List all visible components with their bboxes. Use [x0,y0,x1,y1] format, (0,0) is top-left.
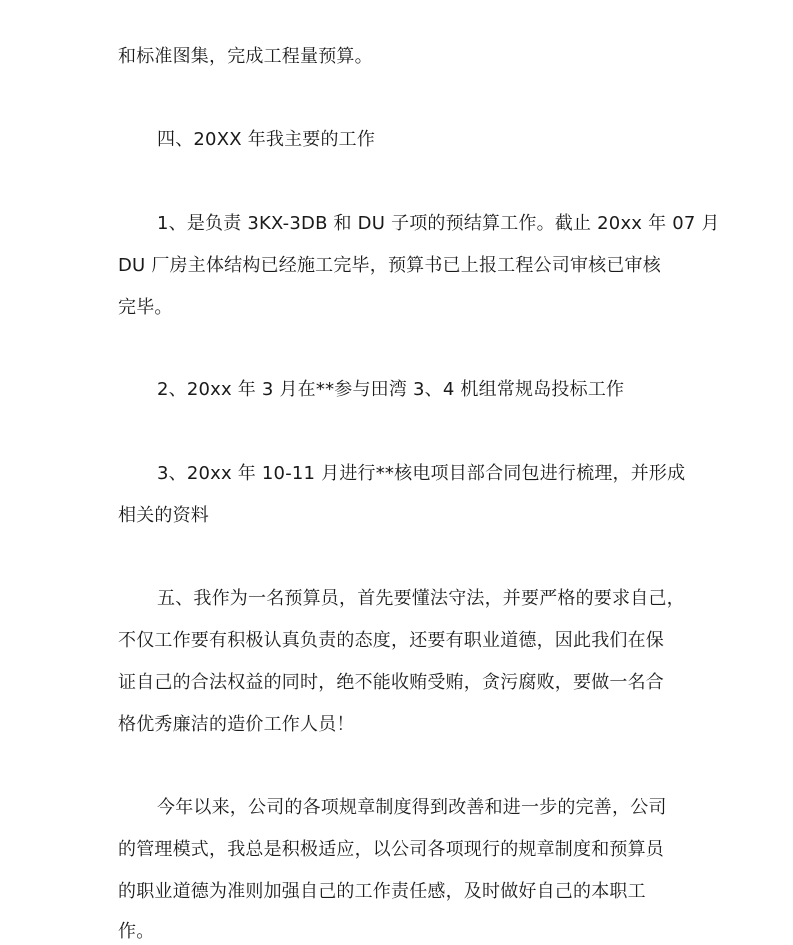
text-line: 证自己的合法权益的同时，绝不能收贿受贿，贪污腐败，要做一名合 [118,672,664,693]
text-line: 今年以来，公司的各项规章制度得到改善和进一步的完善，公司 [157,797,667,818]
text-line: 完毕。 [118,297,173,318]
text-line: 作。 [118,921,155,942]
text-line: DU 厂房主体结构已经施工完毕，预算书已上报工程公司审核已审核 [118,255,661,276]
text-line: 五、我作为一名预算员，首先要懂法守法，并要严格的要求自己， [157,588,685,609]
text-line: 不仅工作要有积极认真负责的态度，还要有职业道德，因此我们在保 [118,630,664,651]
section-heading: 四、20XX 年我主要的工作 [157,129,376,150]
text-line: 3、20xx 年 10-11 月进行**核电项目部合同包进行梳理，并形成 [157,463,686,484]
text-line: 的职业道德为准则加强自己的工作责任感，及时做好自己的本职工 [118,881,646,902]
text-line: 1、是负责 3KX-3DB 和 DU 子项的预结算工作。截止 20xx 年 07 月 [157,213,720,234]
text-line: 相关的资料 [118,505,209,526]
text-line: 和标准图集，完成工程量预算。 [118,46,373,67]
text-line: 2、20xx 年 3 月在**参与田湾 3、4 机组常规岛投标工作 [157,379,625,400]
text-line: 格优秀廉洁的造价工作人员！ [118,714,355,735]
text-line: 的管理模式，我总是积极适应，以公司各项现行的规章制度和预算员 [118,839,664,860]
